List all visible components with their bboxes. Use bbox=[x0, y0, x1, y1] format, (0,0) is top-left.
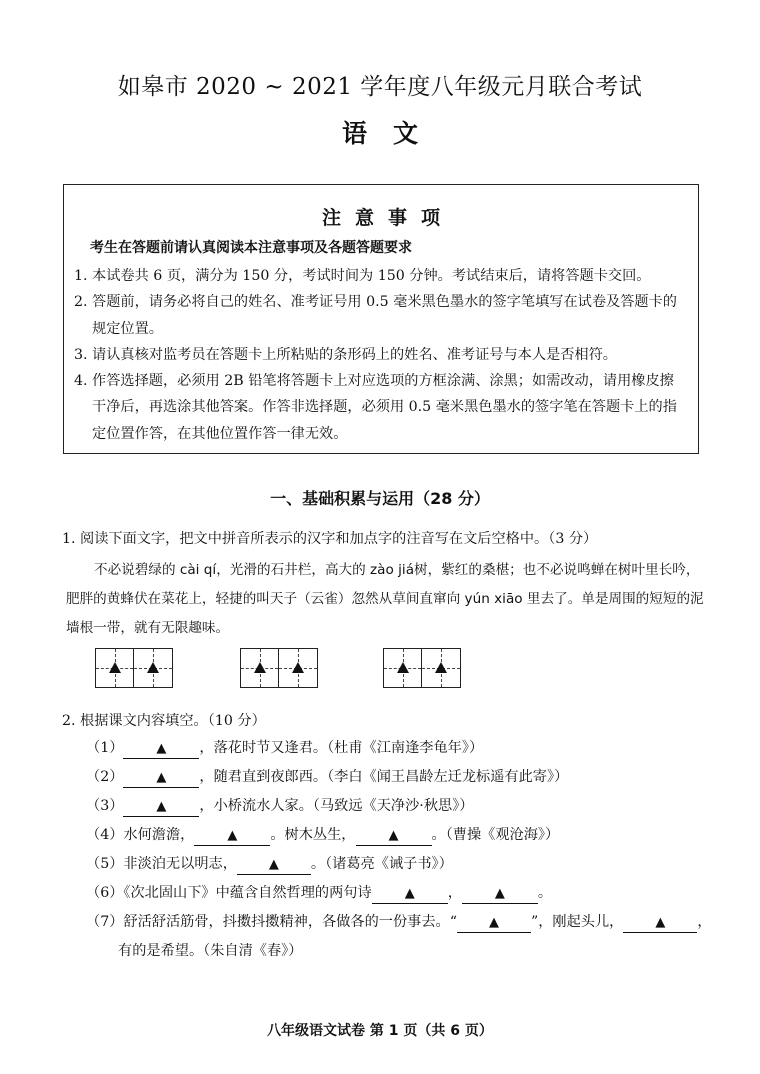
answer-blank[interactable] bbox=[462, 884, 538, 904]
answer-grid-1[interactable] bbox=[95, 648, 173, 688]
answer-blank[interactable] bbox=[623, 913, 697, 933]
line-text: 水何澹澹， bbox=[123, 827, 195, 843]
notice-subtitle: 考生在答题前请认真阅读本注意事项及各题答题要求 bbox=[90, 240, 412, 256]
line-text: ，落花时节又逢君。（杜甫《江南逢李龟年》） bbox=[199, 740, 484, 756]
line-text: 。 bbox=[537, 885, 553, 901]
triangle-icon bbox=[147, 662, 159, 673]
item-number: （2） bbox=[86, 769, 124, 785]
triangle-icon bbox=[397, 662, 409, 673]
answer-blank[interactable] bbox=[237, 855, 311, 875]
notice-item: 3. 请认真核对监考员在答题卡上所粘贴的条形码上的姓名、准考证号与本人是否相符。 bbox=[74, 346, 617, 363]
line-text: ， bbox=[447, 885, 462, 901]
answer-cell[interactable] bbox=[134, 649, 172, 687]
section-title: 一、基础积累与运用（28 分） bbox=[270, 489, 490, 508]
exam-title: 如皋市 2020 ~ 2021 学年度八年级元月联合考试 bbox=[117, 74, 643, 100]
item-number: （1） bbox=[86, 740, 124, 756]
line-text: 非淡泊无以明志， bbox=[123, 856, 237, 872]
notice-item: 2. 答题前，请务必将自己的姓名、准考证号用 0.5 毫米黑色墨水的签字笔填写在试卷及答题卡的规定位置。 bbox=[74, 294, 677, 337]
answer-cell[interactable] bbox=[279, 649, 317, 687]
page-footer: 八年级语文试卷 第 1 页（共 6 页） bbox=[267, 1023, 493, 1039]
answer-cell[interactable] bbox=[384, 649, 422, 687]
subject-title: 语文 bbox=[341, 119, 444, 148]
line-text: 。（曹操《观沧海》） bbox=[431, 827, 560, 843]
line-text: ”，刚起头儿， bbox=[530, 914, 624, 930]
passage-text: 不必说碧绿的 cài qí，光滑的石井栏，高大的 zào jiá树，紫红的桑椹；也不必说鸣蝉在树叶里长吟，肥胖的黄蜂伏在菜花上，轻捷的叫天子（云雀）忽然从草间直窜向 yún xiāo 里去了。单是周围的短短的泥墙根一带，就有无限趣味。 bbox=[66, 562, 704, 636]
answer-blank[interactable] bbox=[123, 797, 199, 817]
answer-blank[interactable] bbox=[457, 913, 531, 933]
answer-blank[interactable] bbox=[123, 739, 199, 759]
fill-line-6 bbox=[86, 879, 726, 908]
notice-item: 1. 本试卷共 6 页，满分为 150 分，考试时间为 150 分钟。考试结束后，请将答题卡交回。 bbox=[74, 268, 651, 284]
notice-item: 4. 作答选择题，必须用 2B 铅笔将答题卡上对应选项的方框涂满、涂黑；如需改动，请用橡皮擦干净后，再选涂其他答案。作答非选择题，必须用 0.5 毫米黑色墨水的签字笔在答题卡上的指定位置作答，在其他位置作答一律无效。 bbox=[74, 373, 677, 442]
answer-blank[interactable] bbox=[356, 826, 432, 846]
triangle-icon bbox=[254, 662, 266, 673]
answer-grid-2[interactable] bbox=[240, 648, 318, 688]
notice-title: 注意事项 bbox=[321, 207, 454, 229]
line-text: 。树木丛生， bbox=[270, 827, 356, 843]
answer-blank[interactable] bbox=[372, 884, 448, 904]
answer-grid-3[interactable] bbox=[383, 648, 461, 688]
line-text: 。（诸葛亮《诫子书》） bbox=[310, 856, 453, 872]
line-text: ， bbox=[697, 914, 712, 930]
answer-blank[interactable] bbox=[123, 768, 199, 788]
triangle-icon bbox=[109, 662, 121, 673]
answer-blank[interactable] bbox=[194, 826, 270, 846]
question-2-lines bbox=[86, 734, 726, 966]
triangle-icon bbox=[435, 662, 447, 673]
line-text: ，随君直到夜郎西。（李白《闻王昌龄左迁龙标遥有此寄》） bbox=[199, 769, 569, 785]
item-number: （4） bbox=[86, 827, 124, 843]
item-number: （6） bbox=[86, 885, 124, 901]
fill-line-1 bbox=[86, 734, 726, 763]
line-text: 舒活舒活筋骨，抖擞抖擞精神，各做各的一份事去。“ bbox=[123, 914, 457, 930]
triangle-icon bbox=[292, 662, 304, 673]
fill-line-4 bbox=[86, 821, 726, 850]
line-text: 《次北固山下》中蕴含自然哲理的两句诗 bbox=[123, 885, 372, 901]
question-1-prompt: 1. 阅读下面文字，把文中拼音所表示的汉字和加点字的注音写在文后空格中。（3 分） bbox=[62, 531, 598, 547]
answer-cell[interactable] bbox=[241, 649, 279, 687]
item-number: （5） bbox=[86, 856, 124, 872]
item-number: （3） bbox=[86, 798, 124, 814]
fill-line-7 bbox=[86, 908, 726, 937]
question-1-passage bbox=[66, 556, 706, 643]
answer-cell[interactable] bbox=[422, 649, 460, 687]
notice-box bbox=[63, 184, 699, 454]
fill-line-3 bbox=[86, 792, 726, 821]
fill-line-5 bbox=[86, 850, 726, 879]
answer-cell[interactable] bbox=[96, 649, 134, 687]
line-text: ，小桥流水人家。（马致远《天净沙·秋思》） bbox=[199, 798, 474, 814]
question-2-prompt: 2. 根据课文内容填空。（10 分） bbox=[62, 713, 266, 729]
fill-line-2 bbox=[86, 763, 726, 792]
item-number: （7） bbox=[86, 914, 124, 930]
notice-items bbox=[74, 263, 686, 447]
fill-line-7-cont: 有的是希望。（朱自清《春》） bbox=[118, 943, 303, 959]
